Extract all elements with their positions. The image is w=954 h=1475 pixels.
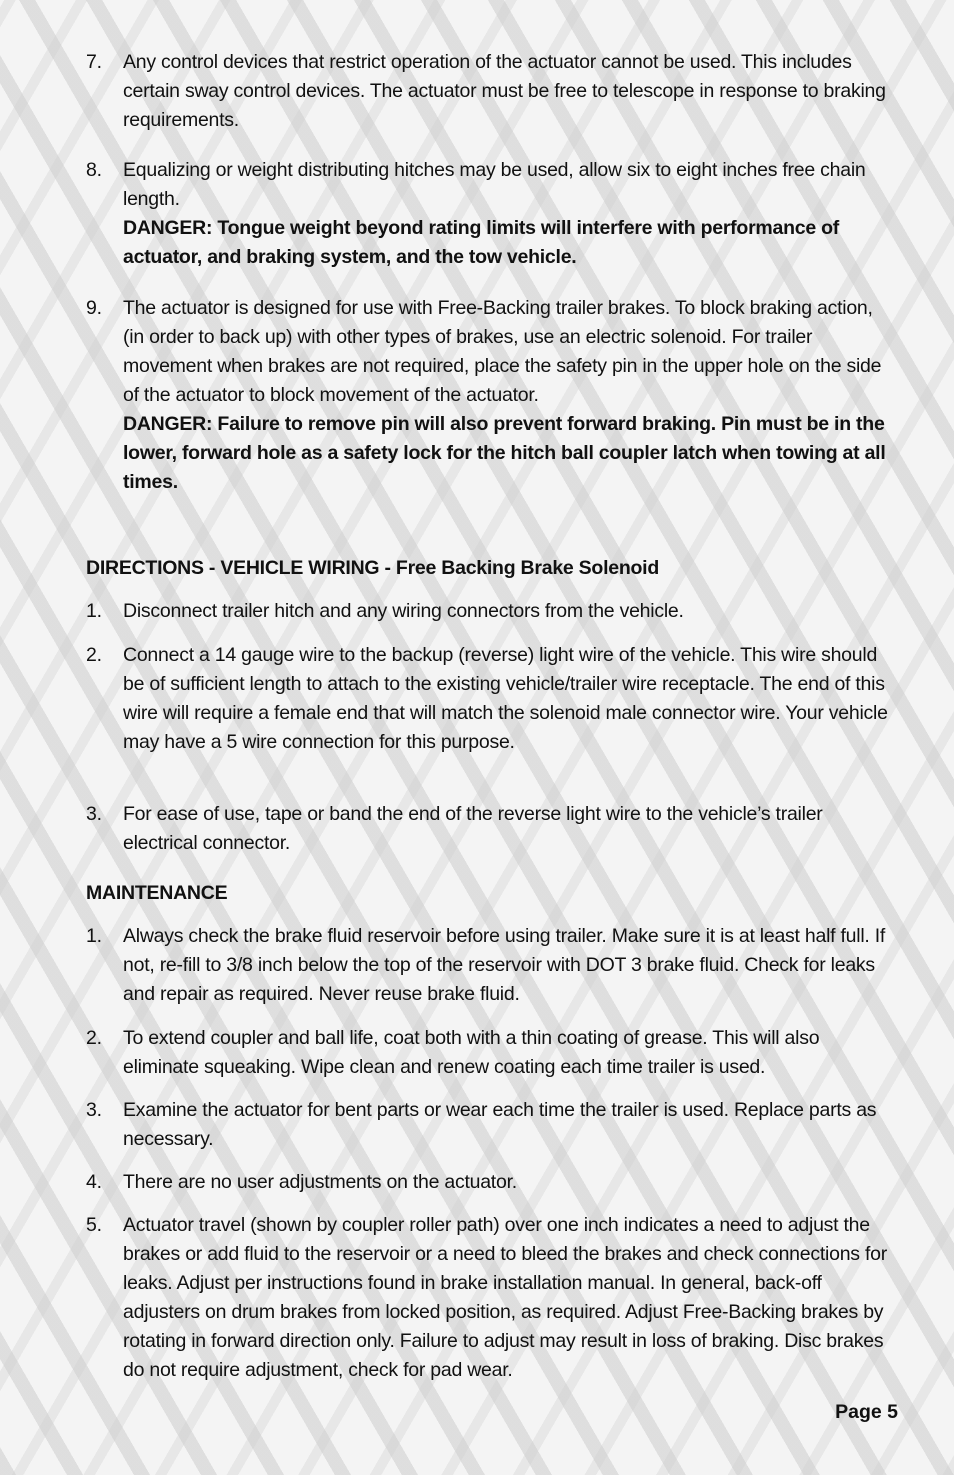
item-number: 4. bbox=[86, 1171, 102, 1193]
item-text: Equalizing or weight distributing hitches may be used, allow six to eight inches free chain length. bbox=[123, 159, 866, 210]
maintenance-item-1 bbox=[86, 922, 896, 1009]
item-number: 1. bbox=[86, 600, 102, 622]
item-number: 9. bbox=[86, 297, 102, 319]
item-text: For ease of use, tape or band the end of the reverse light wire to the vehicle’s trailer electrical connector. bbox=[123, 803, 823, 854]
item-text: Actuator travel (shown by coupler roller path) over one inch indicates a need to adjust the brakes or add fluid to the reservoir or a need to bleed the brakes and check connections for leaks. Adjust per instructions found in brake installation manual. In general, back-off adjusters on drum brakes from locked position, as required. Adjust Free-Backing brakes by rotating in forward direction only. Failure to adjust may result in loss of braking. Disc brakes do not require adjustment, check for pad wear. bbox=[123, 1214, 887, 1381]
item-number: 3. bbox=[86, 803, 102, 825]
item-text: To extend coupler and ball life, coat both with a thin coating of grease. This will also eliminate squeaking. Wipe clean and renew coating each time trailer is used. bbox=[123, 1027, 820, 1078]
item-text: Any control devices that restrict operation of the actuator cannot be used. This includes certain sway control devices. The actuator must be free to telescope in response to braking requirements. bbox=[123, 51, 886, 131]
item-number: 5. bbox=[86, 1214, 102, 1236]
item-text: Disconnect trailer hitch and any wiring connectors from the vehicle. bbox=[123, 600, 684, 622]
item-number: 1. bbox=[86, 925, 102, 947]
wiring-heading: DIRECTIONS - VEHICLE WIRING - Free Backing Brake Solenoid bbox=[86, 557, 660, 579]
item-number: 2. bbox=[86, 644, 102, 666]
maintenance-heading: MAINTENANCE bbox=[86, 882, 228, 904]
item-number: 2. bbox=[86, 1027, 102, 1049]
maintenance-item-4 bbox=[86, 1168, 896, 1197]
danger-warning: DANGER: Tongue weight beyond rating limits will interfere with performance of actuator, and braking system, and the tow vehicle. bbox=[123, 217, 840, 268]
list-item-7 bbox=[86, 48, 896, 135]
list-item-8 bbox=[86, 156, 896, 272]
maintenance-item-5 bbox=[86, 1211, 896, 1385]
item-number: 3. bbox=[86, 1099, 102, 1121]
item-number: 8. bbox=[86, 159, 102, 181]
wiring-item-2 bbox=[86, 641, 896, 757]
maintenance-item-2 bbox=[86, 1024, 896, 1082]
item-text: The actuator is designed for use with Free-Backing trailer brakes. To block braking action, (in order to back up) with other types of brakes, use an electric solenoid. For trailer movement when brakes are not required, place the safety pin in the upper hole on the side of the actuator to block movement of the actuator. bbox=[123, 297, 882, 406]
maintenance-item-3 bbox=[86, 1096, 896, 1154]
item-text: There are no user adjustments on the actuator. bbox=[123, 1171, 517, 1193]
item-number: 7. bbox=[86, 51, 102, 73]
danger-warning: DANGER: Failure to remove pin will also prevent forward braking. Pin must be in the lower, forward hole as a safety lock for the hitch ball coupler latch when towing at all times. bbox=[123, 413, 886, 493]
page-number: Page 5 bbox=[835, 1401, 898, 1423]
wiring-item-1 bbox=[86, 597, 896, 626]
item-text: Connect a 14 gauge wire to the backup (reverse) light wire of the vehicle. This wire should be of sufficient length to attach to the existing vehicle/trailer wire receptacle. The end of this wire will require a female end that will match the solenoid male connector wire. Your vehicle may have a 5 wire connection for this purpose. bbox=[123, 644, 888, 753]
wiring-item-3 bbox=[86, 800, 896, 858]
list-item-9 bbox=[86, 294, 896, 497]
item-text: Always check the brake fluid reservoir before using trailer. Make sure it is at least half full. If not, re-fill to 3/8 inch below the top of the reservoir with DOT 3 brake fluid. Check for leaks and repair as required. Never reuse brake fluid. bbox=[123, 925, 886, 1005]
item-text: Examine the actuator for bent parts or wear each time the trailer is used. Replace parts as necessary. bbox=[123, 1099, 877, 1150]
